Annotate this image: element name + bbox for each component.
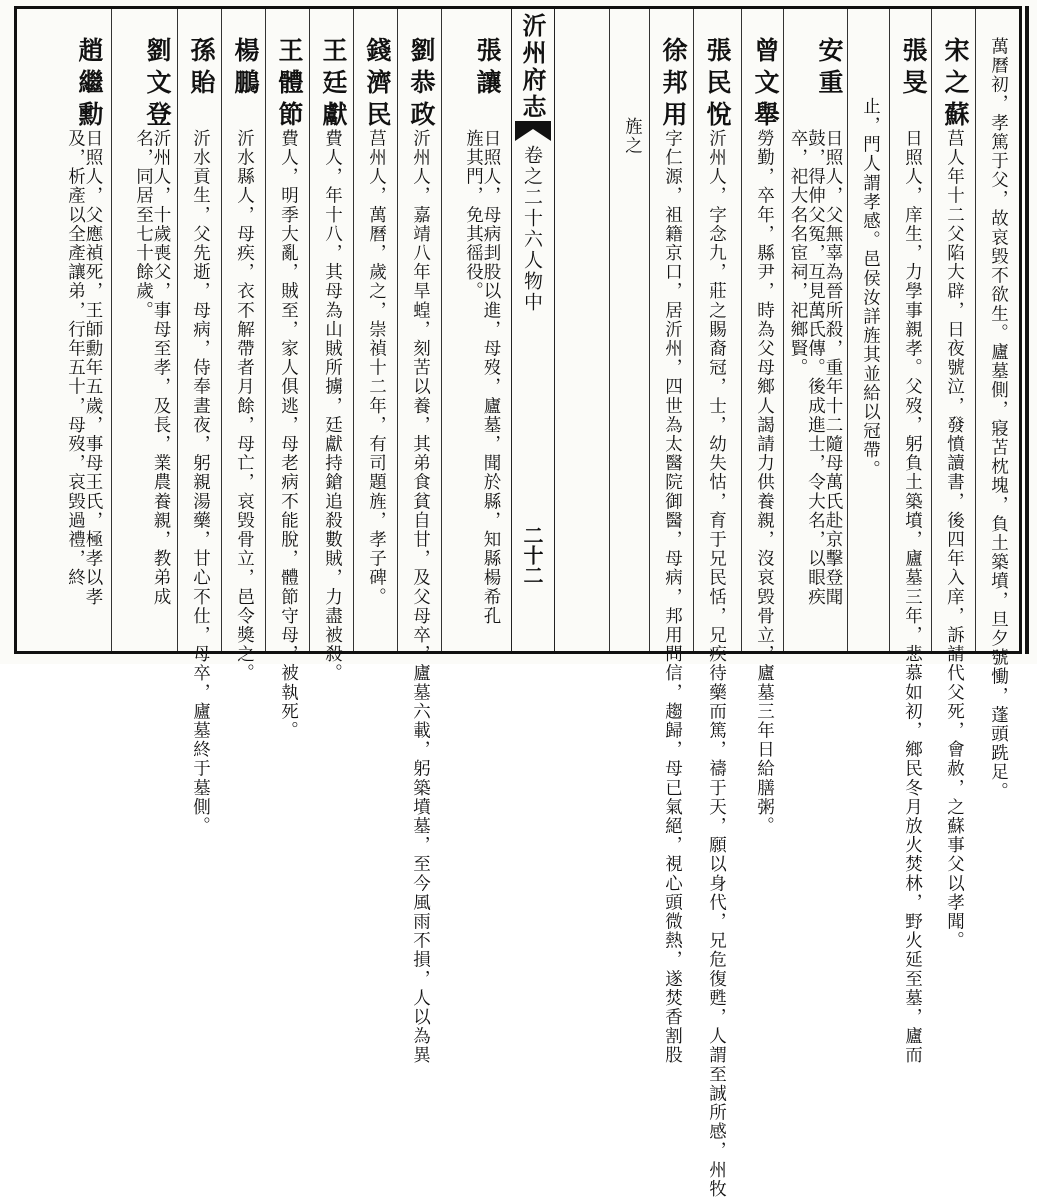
- person-name: 宋之蘇: [941, 37, 970, 133]
- person-name: 孫貽: [187, 37, 216, 101]
- biography-text: 字仁源，祖籍京口，居沂州，四世為太醫院御醫，母病，邦用問信，趨歸，母已氣絕，視心頭微熱，遂焚香割股: [662, 129, 683, 1065]
- text-column: [313, 19, 353, 683]
- column-rule: [975, 9, 976, 651]
- biography-text: 費人，年十八，其母為山賊所擄，廷獻持鎗追殺數賊，力盡被殺。: [322, 129, 343, 683]
- text-column: [893, 19, 933, 1065]
- text-column: [613, 19, 649, 649]
- column-rule: [649, 9, 650, 651]
- text-column: [225, 19, 265, 683]
- text-column: [653, 19, 693, 1065]
- person-name: 劉恭政: [407, 37, 436, 133]
- text-column: [181, 19, 221, 836]
- person-name: 王體節: [275, 37, 304, 133]
- column-rule: [741, 9, 742, 651]
- person-name: 錢濟民: [363, 37, 392, 133]
- volume-label: 卷之二十六人物中: [521, 145, 543, 313]
- column-rule: [309, 9, 310, 651]
- biography-text: 沂水貢生，父先逝，母病，侍奉晝夜，躬親湯藥，甘心不仕，母卒，廬墓終于墓側。: [190, 129, 211, 836]
- center-fold-column: [511, 9, 555, 651]
- person-name: 張旻: [899, 37, 928, 101]
- person-name: 張民悅: [703, 37, 732, 133]
- person-name: 劉文登: [143, 37, 172, 133]
- column-rule: [353, 9, 354, 651]
- biography-text: 沂州人，十歲喪父，事母至孝，及長，業農養親，教弟成名，同居至七十餘歲。: [133, 129, 171, 607]
- biography-text: 費人，明季大亂，賊至，家人俱逃，母老病不能脫，體節守母，被執死。: [278, 129, 299, 741]
- biography-text: 止，門人謂孝感。邑侯汝詳旌其並給以冠帶。: [860, 97, 881, 479]
- fish-tail-mark-icon: [515, 121, 551, 141]
- biography-text: 沂州人，嘉靖八年旱蝗，刻苦以養，其弟食貧自甘，及父母卒，廬墓六載，躬築墳墓，至今風雨不損，人以為異: [410, 129, 431, 1065]
- column-rule: [847, 9, 848, 651]
- text-column: [47, 19, 107, 649]
- text-column: [787, 19, 847, 649]
- person-name: 趙繼勳: [75, 37, 104, 133]
- column-rule: [693, 9, 694, 651]
- biography-text: 莒州人，萬曆，歲之，崇禎十二年，有司題旌，孝子碑。: [366, 129, 387, 607]
- column-rule: [111, 9, 112, 651]
- text-column: [401, 19, 441, 1065]
- biography-text: 日照人，庠生，力學事親孝。父歿，躬負土築墳，廬墓三年，悲慕如初，鄉民冬月放火焚林，野火延至墓，廬而: [902, 129, 923, 1065]
- biography-text: 旌之: [622, 117, 643, 156]
- person-name: 王廷獻: [319, 37, 348, 133]
- page-number: 二十二: [520, 525, 544, 585]
- text-column: [697, 19, 741, 1199]
- text-column: [745, 19, 785, 836]
- text-column: [979, 19, 1019, 801]
- person-name: 曾文舉: [751, 37, 780, 133]
- text-column: [445, 19, 505, 649]
- person-name: 徐邦用: [659, 37, 688, 133]
- biography-text: 日照人，父無辜為晉所殺，重年十二隨母萬氏赴京擊登聞鼓，得伸父冤，互見萬氏傳。後成進士，令大名，以眼疾卒，祀大名名宦祠，祀鄉賢。: [788, 129, 843, 607]
- biography-text: 日照人，父應禎死，王師勳年五歲，事母王氏，極孝以孝及，析產以全產讓弟，行年五十，母歿，哀毁過禮，終: [65, 129, 103, 607]
- biography-text: 日照人，母病刲股以進，母歿，廬墓，聞於縣，知縣楊希孔旌其門，免其徭役。: [463, 129, 501, 626]
- person-name: 楊鵬: [231, 37, 260, 101]
- person-name: 安重: [815, 37, 844, 101]
- text-column: [357, 19, 397, 649]
- biography-text: 萬曆初，孝篤于父，故哀毁不欲生。廬墓側，寢苫枕塊，負土築墳，旦夕號慟，蓬頭跣足。: [988, 37, 1009, 801]
- biography-text: 莒人年十二父陷大辟，日夜號泣，發憤讀書，後四年入庠，訴請代父死，會赦，之蘇事父以孝聞。: [944, 129, 965, 951]
- column-rule: [609, 9, 610, 651]
- column-rule: [783, 9, 784, 651]
- text-column: [115, 19, 175, 649]
- biography-text: 沂州人，字念九，莊之賜裔冠，士，幼失怙，育于兄民恬，兄疾待藥而篤，禱于天，願以身代，兄危復甦，人謂至誠所感，州牧: [706, 129, 727, 1199]
- column-rule: [441, 9, 442, 651]
- column-rule: [397, 9, 398, 651]
- biography-text: 沂水縣人，母疾，衣不解帶者月餘，母亡，哀毁骨立，邑令獎之。: [234, 129, 255, 683]
- page-frame: [14, 6, 1022, 1199]
- column-rule: [889, 9, 890, 651]
- text-column: [935, 19, 975, 951]
- text-column: [851, 19, 891, 649]
- biography-text: 勞勤，卒年，縣尹，時為父母鄉人謁請力供養親，沒哀毁骨立，廬墓三年日給膳粥。: [754, 129, 775, 836]
- column-rule: [177, 9, 178, 651]
- column-rule: [221, 9, 222, 651]
- book-title: 沂州府志: [518, 13, 547, 121]
- column-rule: [931, 9, 932, 651]
- text-column: [269, 19, 309, 741]
- person-name: 張讓: [473, 37, 502, 101]
- column-rule: [265, 9, 266, 651]
